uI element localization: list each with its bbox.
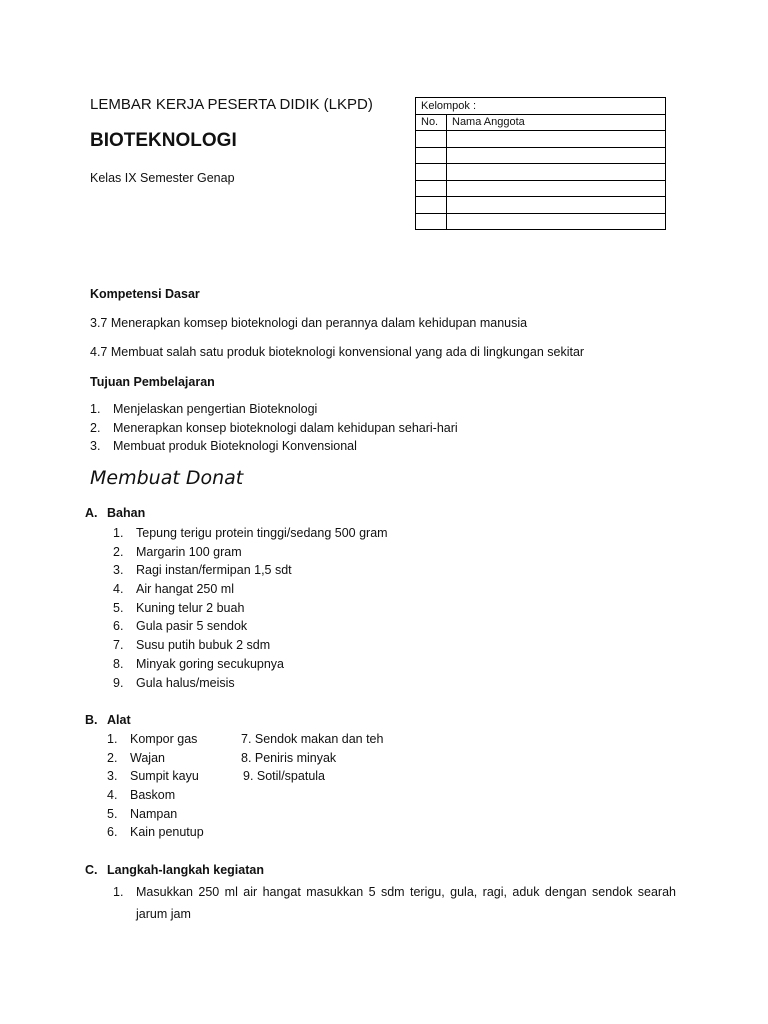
list-item xyxy=(107,786,237,805)
table-row xyxy=(416,147,666,164)
list-item xyxy=(113,674,513,693)
list-item xyxy=(113,881,676,925)
list-item xyxy=(113,599,513,618)
list-number: 5. xyxy=(113,600,124,615)
langkah-letter: C. xyxy=(85,863,98,877)
list-text: Minyak goring secukupnya xyxy=(136,656,284,671)
group-members-table xyxy=(415,97,666,230)
list-number: 1. xyxy=(113,526,124,540)
list-item xyxy=(113,580,513,599)
list-item xyxy=(107,730,237,749)
table-cell xyxy=(416,147,447,164)
table-cell xyxy=(447,164,666,181)
list-number: 1. xyxy=(90,402,101,416)
list-number: 9. xyxy=(113,675,124,690)
list-text: Baskom xyxy=(130,788,176,803)
list-item xyxy=(113,524,513,543)
alat-item-9: 9. Sotil/spatula xyxy=(243,769,325,784)
list-text: Susu putih bubuk 2 sdm xyxy=(136,638,271,653)
list-text: Air hangat 250 ml xyxy=(136,582,234,597)
list-item xyxy=(90,400,590,419)
kompetensi-item-2: 4.7 Membuat salah satu produk bioteknologi konvensional yang ada di lingkungan sekitar xyxy=(90,345,585,359)
list-item xyxy=(90,437,590,456)
list-text: Membuat produk Bioteknologi Konvensional xyxy=(113,439,357,454)
list-number: 1. xyxy=(107,732,118,746)
table-cell xyxy=(447,131,666,148)
list-number: 7. xyxy=(113,638,124,653)
list-number: 2. xyxy=(107,750,118,765)
tujuan-heading: Tujuan Pembelajaran xyxy=(90,375,215,389)
table-cell xyxy=(416,180,447,197)
list-number: 3. xyxy=(113,563,124,578)
list-number: 5. xyxy=(107,806,118,821)
list-number: 2. xyxy=(113,544,124,559)
bahan-list xyxy=(113,524,513,692)
list-number: 1. xyxy=(113,885,124,899)
table-cell xyxy=(447,213,666,230)
alat-item-8: 8. Peniris minyak xyxy=(241,750,337,765)
document-label: LEMBAR KERJA PESERTA DIDIK (LKPD) xyxy=(90,96,373,113)
tujuan-list xyxy=(90,400,590,456)
table-cell xyxy=(416,131,447,148)
list-item xyxy=(107,805,237,824)
list-number: 2. xyxy=(90,420,101,435)
bahan-heading: Bahan xyxy=(107,506,146,520)
list-text: Gula pasir 5 sendok xyxy=(136,619,248,634)
list-text: Kain penutup xyxy=(130,825,204,840)
table-cell xyxy=(447,180,666,197)
alat-list xyxy=(107,730,237,842)
list-number: 3. xyxy=(90,439,101,454)
list-text: Kuning telur 2 buah xyxy=(136,600,245,615)
table-cell xyxy=(416,197,447,214)
list-text: Tepung terigu protein tinggi/sedang 500 gram xyxy=(136,526,388,540)
list-item xyxy=(113,655,513,674)
list-item xyxy=(113,636,513,655)
kompetensi-item-1: 3.7 Menerapkan komsep bioteknologi dan perannya dalam kehidupan manusia xyxy=(90,316,528,330)
list-text: Wajan xyxy=(130,750,165,765)
table-cell xyxy=(416,164,447,181)
table-cell xyxy=(447,147,666,164)
list-item xyxy=(107,823,237,842)
list-text: Nampan xyxy=(130,806,178,821)
list-text: Kompor gas xyxy=(130,732,198,746)
table-row xyxy=(416,131,666,148)
table-cell xyxy=(447,197,666,214)
list-text: Menjelaskan pengertian Bioteknologi xyxy=(113,402,318,416)
section-title: Membuat Donat xyxy=(90,467,244,489)
list-text: Sumpit kayu xyxy=(130,769,199,784)
alat-item-7: 7. Sendok makan dan teh xyxy=(241,732,384,746)
alat-letter: B. xyxy=(85,713,98,727)
list-text: Menerapkan konsep bioteknologi dalam kehidupan sehari-hari xyxy=(113,420,458,435)
list-number: 3. xyxy=(107,769,118,784)
list-item xyxy=(113,561,513,580)
list-text: Margarin 100 gram xyxy=(136,544,242,559)
list-number: 4. xyxy=(113,582,124,597)
bahan-letter: A. xyxy=(85,506,98,520)
list-text: Ragi instan/fermipan 1,5 sdt xyxy=(136,563,292,578)
kompetensi-heading: Kompetensi Dasar xyxy=(90,287,200,301)
table-row xyxy=(416,213,666,230)
table-row xyxy=(416,164,666,181)
list-item xyxy=(113,543,513,562)
list-number: 6. xyxy=(113,619,124,634)
list-number: 8. xyxy=(113,656,124,671)
list-number: 4. xyxy=(107,788,118,803)
list-text: Masukkan 250 ml air hangat masukkan 5 sdm terigu, gula, ragi, aduk dengan sendok searah jarum jam xyxy=(136,885,676,921)
column-header-name: Nama Anggota xyxy=(447,114,666,131)
list-item xyxy=(113,617,513,636)
list-text: Gula halus/meisis xyxy=(136,675,235,690)
table-row xyxy=(416,180,666,197)
list-item xyxy=(107,749,237,768)
document-subtitle: Kelas IX Semester Genap xyxy=(90,171,235,185)
table-row xyxy=(416,197,666,214)
group-heading: Kelompok : xyxy=(416,98,666,115)
document-title: BIOTEKNOLOGI xyxy=(90,130,237,151)
langkah-heading: Langkah-langkah kegiatan xyxy=(107,863,264,877)
list-item xyxy=(107,767,237,786)
list-item xyxy=(90,419,590,438)
column-header-no: No. xyxy=(416,114,447,131)
list-number: 6. xyxy=(107,825,118,840)
alat-heading: Alat xyxy=(107,713,131,727)
table-header-row xyxy=(416,114,666,131)
table-heading-row xyxy=(416,98,666,115)
table-cell xyxy=(416,213,447,230)
